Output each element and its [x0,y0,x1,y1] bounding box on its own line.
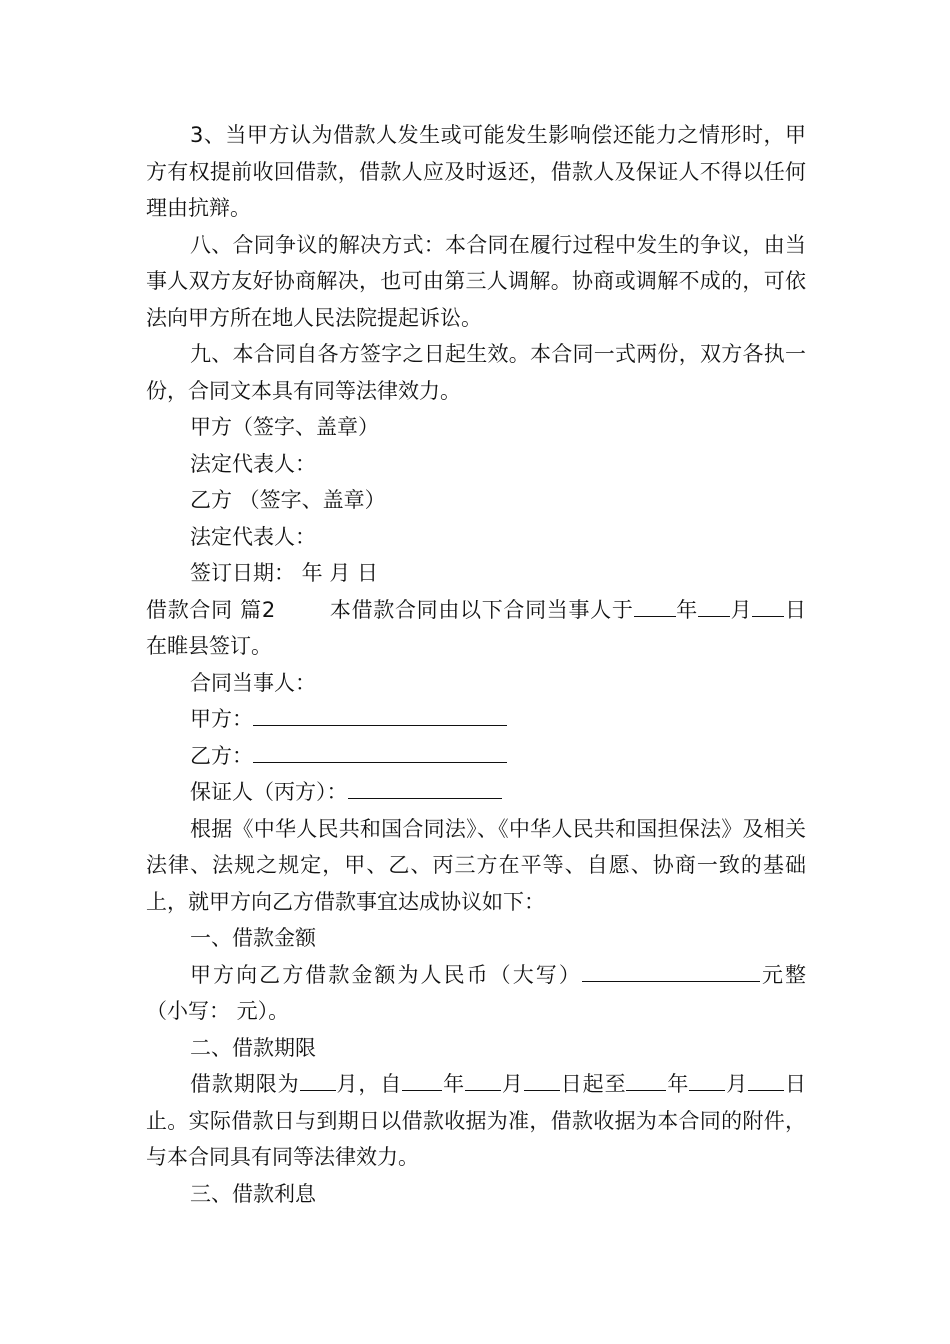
party-a-line: 甲方： [146,701,806,738]
blank-year [634,596,676,617]
term-months-blank [300,1070,336,1091]
clause-9-effect: 九、本合同自各方签字之日起生效。本合同一式两份，双方各执一份，合同文本具有同等法律效力。 [146,342,806,403]
end-day-blank [748,1070,784,1091]
sign-party-a: 甲方（签字、盖章） [190,415,379,439]
article2-heading: 借款合同 篇2 [146,597,276,622]
basis-paragraph: 根据《中华人民共和国合同法》、《中华人民共和国担保法》及相关法律、法规之规定，甲、乙、丙三方在平等、自愿、协商一致的基础上，就甲方向乙方借款事宜达成协议如下： [146,816,806,914]
section-2-body: 借款期限为 月，自 年 月 日起至 年 月 日止。实际借款日与到期日以借款收据为准，借款收据为本合同的附件，与本合同具有同等法律效力。 [146,1072,807,1169]
party-a-blank [253,705,507,726]
end-year-blank [626,1070,666,1091]
sign-representative-2: 法定代表人： [190,524,316,549]
clause-7-3: 3、当甲方认为借款人发生或可能发生影响偿还能力之情形时，甲方有权提前收回借款，借款人应及时返还，借款人及保证人不得以任何理由抗辩。 [146,123,806,220]
guarantor-line: 保证人（丙方）： [146,774,806,811]
article2-intro: 借款合同 篇2 本借款合同由以下合同当事人于 年 月 日在睢县签订。 [146,597,807,658]
section-1-title: 一、借款金额 [190,926,316,950]
amount-blank [582,961,760,982]
end-month-blank [689,1070,725,1091]
blank-month [698,596,730,617]
section-1-body: 甲方向乙方借款金额为人民币（大写） 元整（小写： 元）。 [146,962,807,1023]
section-3-title: 三、借款利息 [190,1181,316,1206]
start-month-blank [465,1070,501,1091]
blank-day [752,596,784,617]
document-body [146,117,806,1212]
parties-label: 合同当事人： [190,670,316,695]
section-2-title: 二、借款期限 [190,1035,316,1060]
party-b-line: 乙方： [146,738,806,775]
clause-8-dispute: 八、合同争议的解决方式：本合同在履行过程中发生的争议，由当事人双方友好协商解决，也可由第三人调解。协商或调解不成的，可依法向甲方所在地人民法院提起诉讼。 [146,232,806,330]
start-day-blank [524,1070,560,1091]
party-b-blank [253,742,507,763]
guarantor-blank [348,778,502,799]
sign-party-b: 乙方 （签字、盖章） [190,488,386,512]
sign-representative-1: 法定代表人： [190,451,316,476]
sign-date: 签订日期： 年 月 日 [190,561,379,585]
start-year-blank [402,1070,442,1091]
